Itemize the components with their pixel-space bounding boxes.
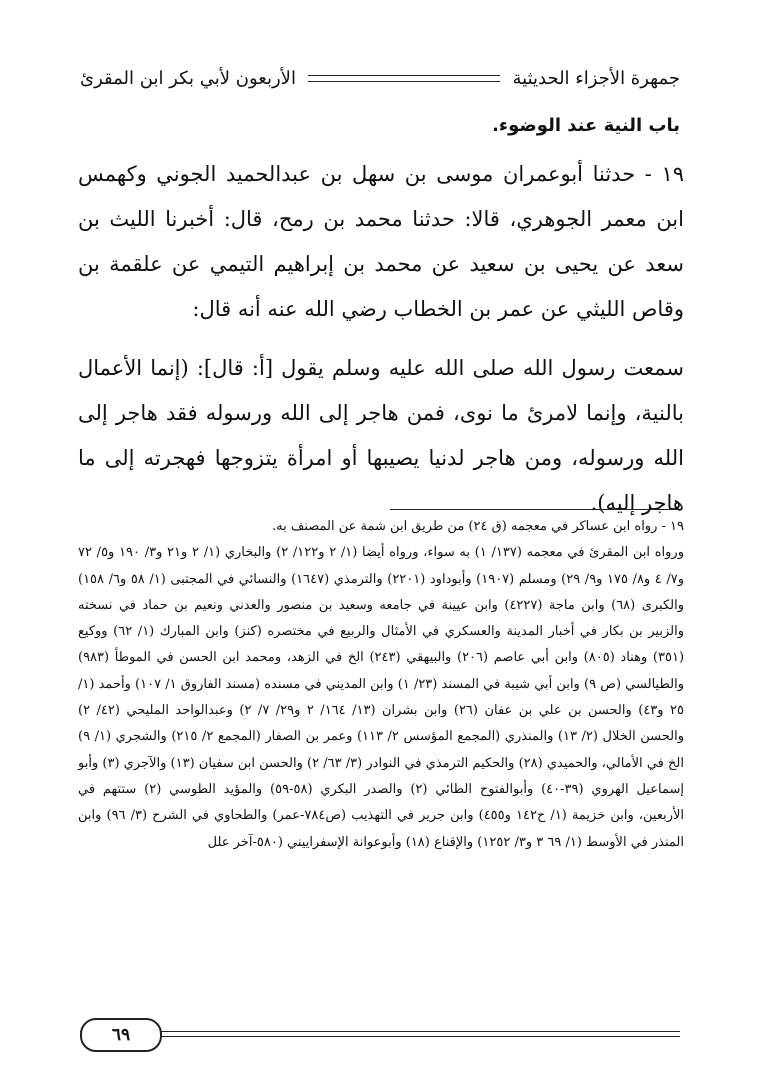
book-title: جمهرة الأجزاء الحديثية xyxy=(512,67,680,89)
footnotes xyxy=(78,514,684,856)
footnote-lead: ١٩ - رواه ابن عساكر في معجمه (ق ٢٤) من طريق ابن شمة عن المصنف به. xyxy=(272,519,684,534)
part-title: الأربعون لأبي بكر ابن المقرئ xyxy=(80,67,296,89)
hadith-isnad: ١٩ - حدثنا أبوعمران موسى بن سهل بن عبدالحميد الجوني وكهمس ابن معمر الجوهري، قالا: حدثنا محمد بن رمح، قال: أخبرنا الليث بن سعد عن يحيى بن سعيد عن محمد بن إبراهيم التيمي عن علقمة بن وقاص الليثي عن عمر بن الخطاب رضي الله عنه أنه قال: xyxy=(78,162,684,321)
footnote-separator xyxy=(390,509,680,510)
footnote-body: ورواه ابن المقرئ في معجمه (١٣٧/ ١) به سواء، ورواه أيضا (١/ ٢ و١٢٢/ ٢) والبخاري (١/ ٢ و٢١ و٣/ ١٩٠ و٥/ ٧٢ و٧/ ٤ و٨/ ١٧٥ و٩/ ٢٩) ومسلم (١٩٠٧) وأبوداود (٢٢٠١) والترمذي (١٦٤٧) والنسائي في المجتبى (١/ ٥٨ و٦/ ١٥٨) والكبرى (٦٨) وابن ماجة (٤٢٢٧) وابن عيينة في جامعه وسعيد بن منصور والعدني ونعيم بن حماد في نسخته والزبير بن بكار في أخبار المدينة والعسكري في الأمثال والربيع في مختصره (كنز) وابن المبارك (١/ ٦٢) ووكيع (٣٥١) وهناد (٨٠٥) وابن أبي عاصم (٢٠٦) والبيهقي (٢٤٣) الخ في الزهد، ومحمد ابن الحسن في الموطأ (٩٨٣) والطيالسي (ص ٩) وابن أبي شيبة في المسند (٢٣/ ١) وابن المديني في مسنده (مسند الفاروق ١/ ١٠٧) وأحمد (١/ ٢٥ و٤٣) والحسن بن علي بن عفان (٢٦) وابن بشران (١٣/ ١٦٤/ ٢ و٢٩/ ٧/ ٢) وعبدالواحد المليحي (٤٢/ ٢) والحسن الخلال (٢/ ١٣) والمنذري (المجمع المؤسس ٢/ ١١٣) وعمر بن الصفار (المجمع ٢/ ٢١٥) والشجري (١/ ٩) الخ في الأمالي، والحميدي (٢٨) والحكيم الترمذي في النوادر (٣/ ٦٣/ ٢) والحسن ابن سفيان (١٣) والآجري (٣) وأبو إسماعيل الهروي (٣٩-٤٠) وأبوالفتوح الطائي (٢) والصدر البكري (٥٨-٥٩) والمؤيد الطوسي (٢) ستتهم في الأربعين، وابن خزيمة (١/ ح١٤٢ و٤٥٥) وابن جرير في التهذيب (ص٧٨٤-عمر) والطحاوي في الشرح (٣/ ٩٦) وابن المنذر في الأوسط (١/ ٦٩ ٣ و٣/ ١٢٥٢) والإقناع (١٨) وأبوعوانة الإسفراييني (٥٨٠-آخر علل xyxy=(78,545,685,850)
hadith-matn: سمعت رسول الله صلى الله عليه وسلم يقول [أ: قال]: (إنما الأعمال بالنية، وإنما لامرئ ما نوى، فمن هاجر إلى الله ورسوله فقد هاجر إلى الله ورسوله، ومن هاجر لدنيا يصيبها أو امرأة يتزوجها فهجرته إلى ما هاجر إليه). xyxy=(78,356,684,515)
header-rule xyxy=(308,75,501,82)
chapter-title: باب النية عند الوضوء. xyxy=(492,115,680,136)
footer-rule xyxy=(80,1031,680,1037)
running-header xyxy=(80,58,680,98)
hadith-text xyxy=(78,152,684,526)
page-number: ٦٩ xyxy=(80,1018,162,1052)
